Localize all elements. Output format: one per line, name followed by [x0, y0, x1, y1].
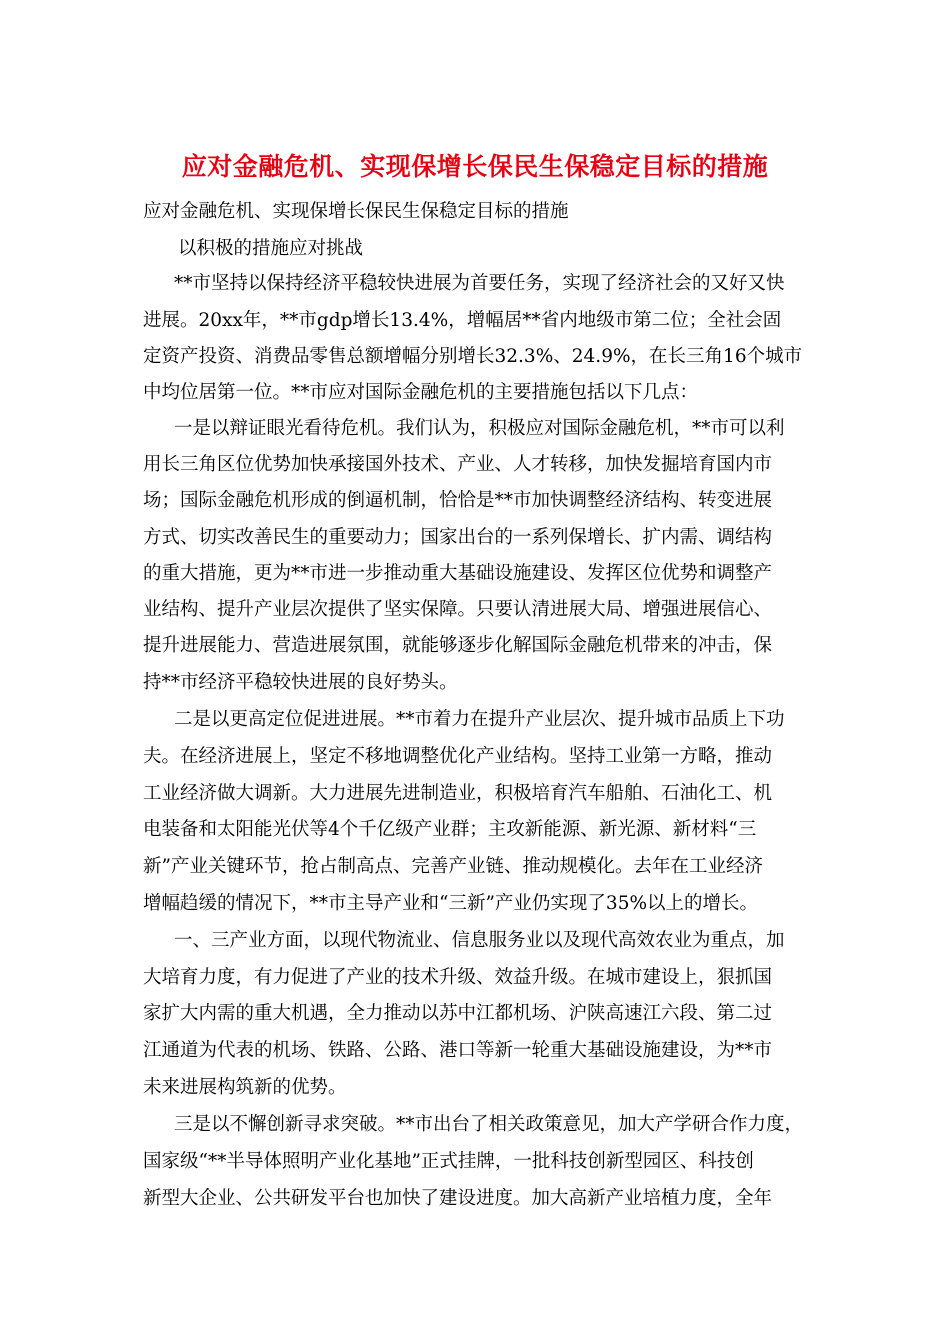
paragraph-line: 家扩大内需的重大机遇，全力推动以苏中江都机场、沪陕高速江六段、第二过 — [143, 1003, 773, 1024]
paragraph-line: 进展。20xx年，**市gdp增长13.4%，增幅居**省内地级市第二位；全社会固 — [143, 310, 782, 331]
paragraph-line: 业结构、提升产业层次提供了坚实保障。只要认清进展大局、增强进展信心、 — [143, 599, 773, 620]
paragraph-line: 定资产投资、消费品零售总额增幅分别增长32.3%、24.9%，在长三角16个城市 — [143, 346, 803, 367]
paragraph-line: 一、三产业方面，以现代物流业、信息服务业以及现代高效农业为重点，加 — [174, 930, 785, 951]
paragraph-line: 用长三角区位优势加快承接国外技术、产业、人才转移，加快发掘培育国内市 — [143, 454, 773, 475]
paragraph-line: 工业经济做大调新。大力进展先进制造业，积极培育汽车船舶、石油化工、机 — [143, 783, 773, 804]
document-subtitle: 应对金融危机、实现保增长保民生保稳定目标的措施 — [143, 201, 569, 222]
paragraph-line: 国家级“**半导体照明产业化基地”正式挂牌，一批科技创新型园区、科技创 — [143, 1151, 754, 1172]
paragraph-line: 新型大企业、公共研发平台也加快了建设进度。加大高新产业培植力度，全年 — [143, 1188, 773, 1209]
paragraph-line: 三是以不懈创新寻求突破。**市出台了相关政策意见，加大产学研合作力度， — [174, 1114, 804, 1135]
paragraph-line: 未来进展构筑新的优势。 — [143, 1077, 347, 1098]
paragraph-line: 场；国际金融危机形成的倒逼机制，恰恰是**市加快调整经济结构、转变进展 — [143, 490, 773, 511]
paragraph-line: 持**市经济平稳较快进展的良好势头。 — [143, 672, 458, 693]
paragraph-line: 一是以辩证眼光看待危机。我们认为，积极应对国际金融危机，**市可以利 — [174, 418, 785, 439]
paragraph-line: 夫。在经济进展上，坚定不移地调整优化产业结构。坚持工业第一方略，推动 — [143, 746, 773, 767]
paragraph-line: 大培育力度，有力促进了产业的技术升级、效益升级。在城市建设上，狠抓国 — [143, 967, 773, 988]
paragraph-line: 中均位居第一位。**市应对国际金融危机的主要措施包括以下几点： — [143, 382, 699, 403]
paragraph-line: 方式、切实改善民生的重要动力；国家出台的一系列保增长、扩内需、调结构 — [143, 527, 773, 548]
paragraph-line: 增幅趋缓的情况下，**市主导产业和“三新”产业仍实现了35%以上的增长。 — [143, 893, 759, 914]
paragraph-line: 江通道为代表的机场、铁路、公路、港口等新一轮重大基础设施建设，为**市 — [143, 1040, 773, 1061]
paragraph-line: 新”产业关键环节，抢占制高点、完善产业链、推动规模化。去年在工业经济 — [143, 856, 763, 877]
paragraph-line: 提升进展能力、营造进展氛围，就能够逐步化解国际金融危机带来的冲击，保 — [143, 635, 773, 656]
section-heading: 以积极的措施应对挑战 — [178, 238, 364, 259]
paragraph-line: 二是以更高定位促进进展。**市着力在提升产业层次、提升城市品质上下功 — [174, 709, 785, 730]
paragraph-line: **市坚持以保持经济平稳较快进展为首要任务，实现了经济社会的又好又快 — [174, 273, 785, 294]
paragraph-line: 电装备和太阳能光伏等4个千亿级产业群；主攻新能源、新光源、新材料“三 — [143, 819, 757, 840]
paragraph-line: 的重大措施，更为**市进一步推动重大基础设施建设、发挥区位优势和调整产 — [143, 563, 773, 584]
document-title: 应对金融危机、实现保增长保民生保稳定目标的措施 — [181, 152, 769, 181]
